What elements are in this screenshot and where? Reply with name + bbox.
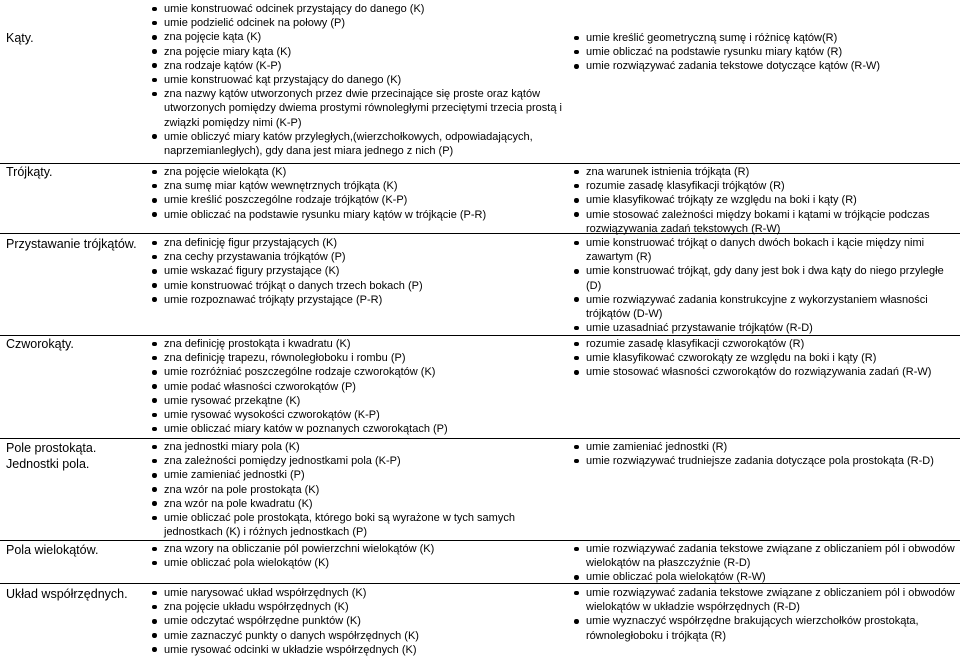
list-item: umie kreślić poszczególne rodzaje trójkątów (K-P) [150,193,568,207]
list-item: umie klasyfikować czworokąty ze względu na boki i kąty (R) [572,351,957,365]
list-item: umie obliczać pola wielokątów (K) [150,556,568,570]
list-item: zna definicję figur przystających (K) [150,236,568,250]
list-item: umie konstruować kąt przystający do danego (K) [150,73,568,87]
list-item: umie obliczyć miary katów przyległych,(wierzchołkowych, odpowiadających, naprzemianległych), gdy dana jest miara jednego z nich (P) [150,130,568,158]
list-item: zna nazwy kątów utworzonych przez dwie przecinające się proste oraz kątów utworzonych pomiędzy dwiema prostymi równoległymi przeciętymi trzecia prostą i związki pomiędzy nimi (K-P) [150,87,568,130]
list-item: umie rozpoznawać trójkąty przystające (P-R) [150,293,568,307]
topic-rectangle-area: Pole prostokąta. Jednostki pola. [6,441,97,471]
list-item: umie zamieniać jednostki (P) [150,468,568,482]
basic-requirements-coordinates [150,586,568,657]
list-item: zna wzory na obliczanie pól powierzchni wielokątów (K) [150,542,568,556]
list-item: rozumie zasadę klasyfikacji czworokątów (R) [572,337,957,351]
extended-requirements-polygons [572,542,957,585]
list-item: umie podać własności czworokątów (P) [150,380,568,394]
extended-requirements-angles [572,31,957,74]
basic-requirements-congruence [150,236,568,307]
basic-requirements-quadrilaterals [150,337,568,436]
row-separator [0,438,960,439]
list-item: zna warunek istnienia trójkąta (R) [572,165,957,179]
list-item: zna definicję trapezu, równoległoboku i rombu (P) [150,351,568,365]
list-item: umie rysować wysokości czworokątów (K-P) [150,408,568,422]
row-separator [0,540,960,541]
list-item: umie rysować odcinki w układzie współrzędnych (K) [150,643,568,657]
list-item: umie rozwiązywać zadania konstrukcyjne z wykorzystaniem własności trójkątów (D-W) [572,293,957,321]
list-item: zna rodzaje kątów (K-P) [150,59,568,73]
list-item: umie wskazać figury przystające (K) [150,264,568,278]
row-separator [0,163,960,164]
list-item: umie podzielić odcinek na połowy (P) [150,16,568,30]
list-item: umie rozróżniać poszczególne rodzaje czworokątów (K) [150,365,568,379]
list-item: umie zamieniać jednostki (R) [572,440,957,454]
list-item: umie obliczać miary katów w poznanych czworokątach (P) [150,422,568,436]
list-item: zna pojęcie kąta (K) [150,30,568,44]
extended-requirements-quadrilaterals [572,337,957,380]
basic-requirements-area [150,440,568,539]
list-item: umie uzasadniać przystawanie trójkątów (R-D) [572,321,957,335]
list-item: umie obliczać pola wielokątów (R-W) [572,570,957,584]
list-item: umie konstruować trójkąt o danych dwóch bokach i kącie między nimi zawartym (R) [572,236,957,264]
list-item: zna zależności pomiędzy jednostkami pola (K-P) [150,454,568,468]
list-item: zna pojęcie miary kąta (K) [150,45,568,59]
list-item: zna jednostki miary pola (K) [150,440,568,454]
list-item: umie rozwiązywać zadania tekstowe związane z obliczaniem pól i obwodów wielokątów w układzie współrzędnych (R-D) [572,586,957,614]
topic-triangle-congruence: Przystawanie trójkątów. [6,237,137,251]
list-item: umie rozwiązywać trudniejsze zadania dotyczące pola prostokąta (R-D) [572,454,957,468]
topic-triangles: Trójkąty. [6,165,53,179]
extended-requirements-triangles [572,165,957,236]
list-item: zna pojęcie wielokąta (K) [150,165,568,179]
topic-angles: Kąty. [6,31,34,45]
list-item: umie konstruować odcinek przystający do danego (K) [150,2,568,16]
list-item: umie odczytać współrzędne punktów (K) [150,614,568,628]
extended-requirements-coordinates [572,586,957,643]
topic-coordinate-system: Układ współrzędnych. [6,587,128,601]
extended-requirements-area [572,440,957,468]
list-item: umie obliczać na podstawie rysunku miary kątów w trójkącie (P-R) [150,208,568,222]
basic-requirements-triangles [150,165,568,222]
list-item: umie obliczać pole prostokąta, którego boki są wyrażone w tych samych jednostkach (K) i różnych jednostkach (P) [150,511,568,539]
basic-requirements-angles [150,2,568,158]
list-item: umie rozwiązywać zadania tekstowe związane z obliczaniem pól i obwodów wielokątów na płaszczyźnie (R-D) [572,542,957,570]
topic-polygon-areas: Pola wielokątów. [6,543,99,557]
list-item: zna wzór na pole prostokąta (K) [150,483,568,497]
list-item: umie obliczać na podstawie rysunku miary kątów (R) [572,45,957,59]
list-item: rozumie zasadę klasyfikacji trójkątów (R) [572,179,957,193]
list-item: zna wzór na pole kwadratu (K) [150,497,568,511]
list-item: umie konstruować trójkąt o danych trzech bokach (P) [150,279,568,293]
list-item: umie wyznaczyć współrzędne brakujących wierzchołków prostokąta, równoległoboku i trójkąta (R) [572,614,957,642]
list-item: zna definicję prostokąta i kwadratu (K) [150,337,568,351]
list-item: umie zaznaczyć punkty o danych współrzędnych (K) [150,629,568,643]
list-item: zna sumę miar kątów wewnętrznych trójkąta (K) [150,179,568,193]
list-item: umie kreślić geometryczną sumę i różnicę kątów(R) [572,31,957,45]
list-item: umie rozwiązywać zadania tekstowe dotyczące kątów (R-W) [572,59,957,73]
extended-requirements-congruence [572,236,957,335]
list-item: umie narysować układ współrzędnych (K) [150,586,568,600]
list-item: umie klasyfikować trójkąty ze względu na boki i kąty (R) [572,193,957,207]
basic-requirements-polygons [150,542,568,570]
list-item: zna cechy przystawania trójkątów (P) [150,250,568,264]
list-item: umie konstruować trójkąt, gdy dany jest bok i dwa kąty do niego przyległe (D) [572,264,957,292]
list-item: umie rysować przekątne (K) [150,394,568,408]
list-item: zna pojęcie układu współrzędnych (K) [150,600,568,614]
list-item: umie stosować własności czworokątów do rozwiązywania zadań (R-W) [572,365,957,379]
topic-quadrilaterals: Czworokąty. [6,337,74,351]
list-item: umie stosować zależności między bokami i kątami w trójkącie podczas rozwiązywania zadań tekstowych (R-W) [572,208,957,236]
